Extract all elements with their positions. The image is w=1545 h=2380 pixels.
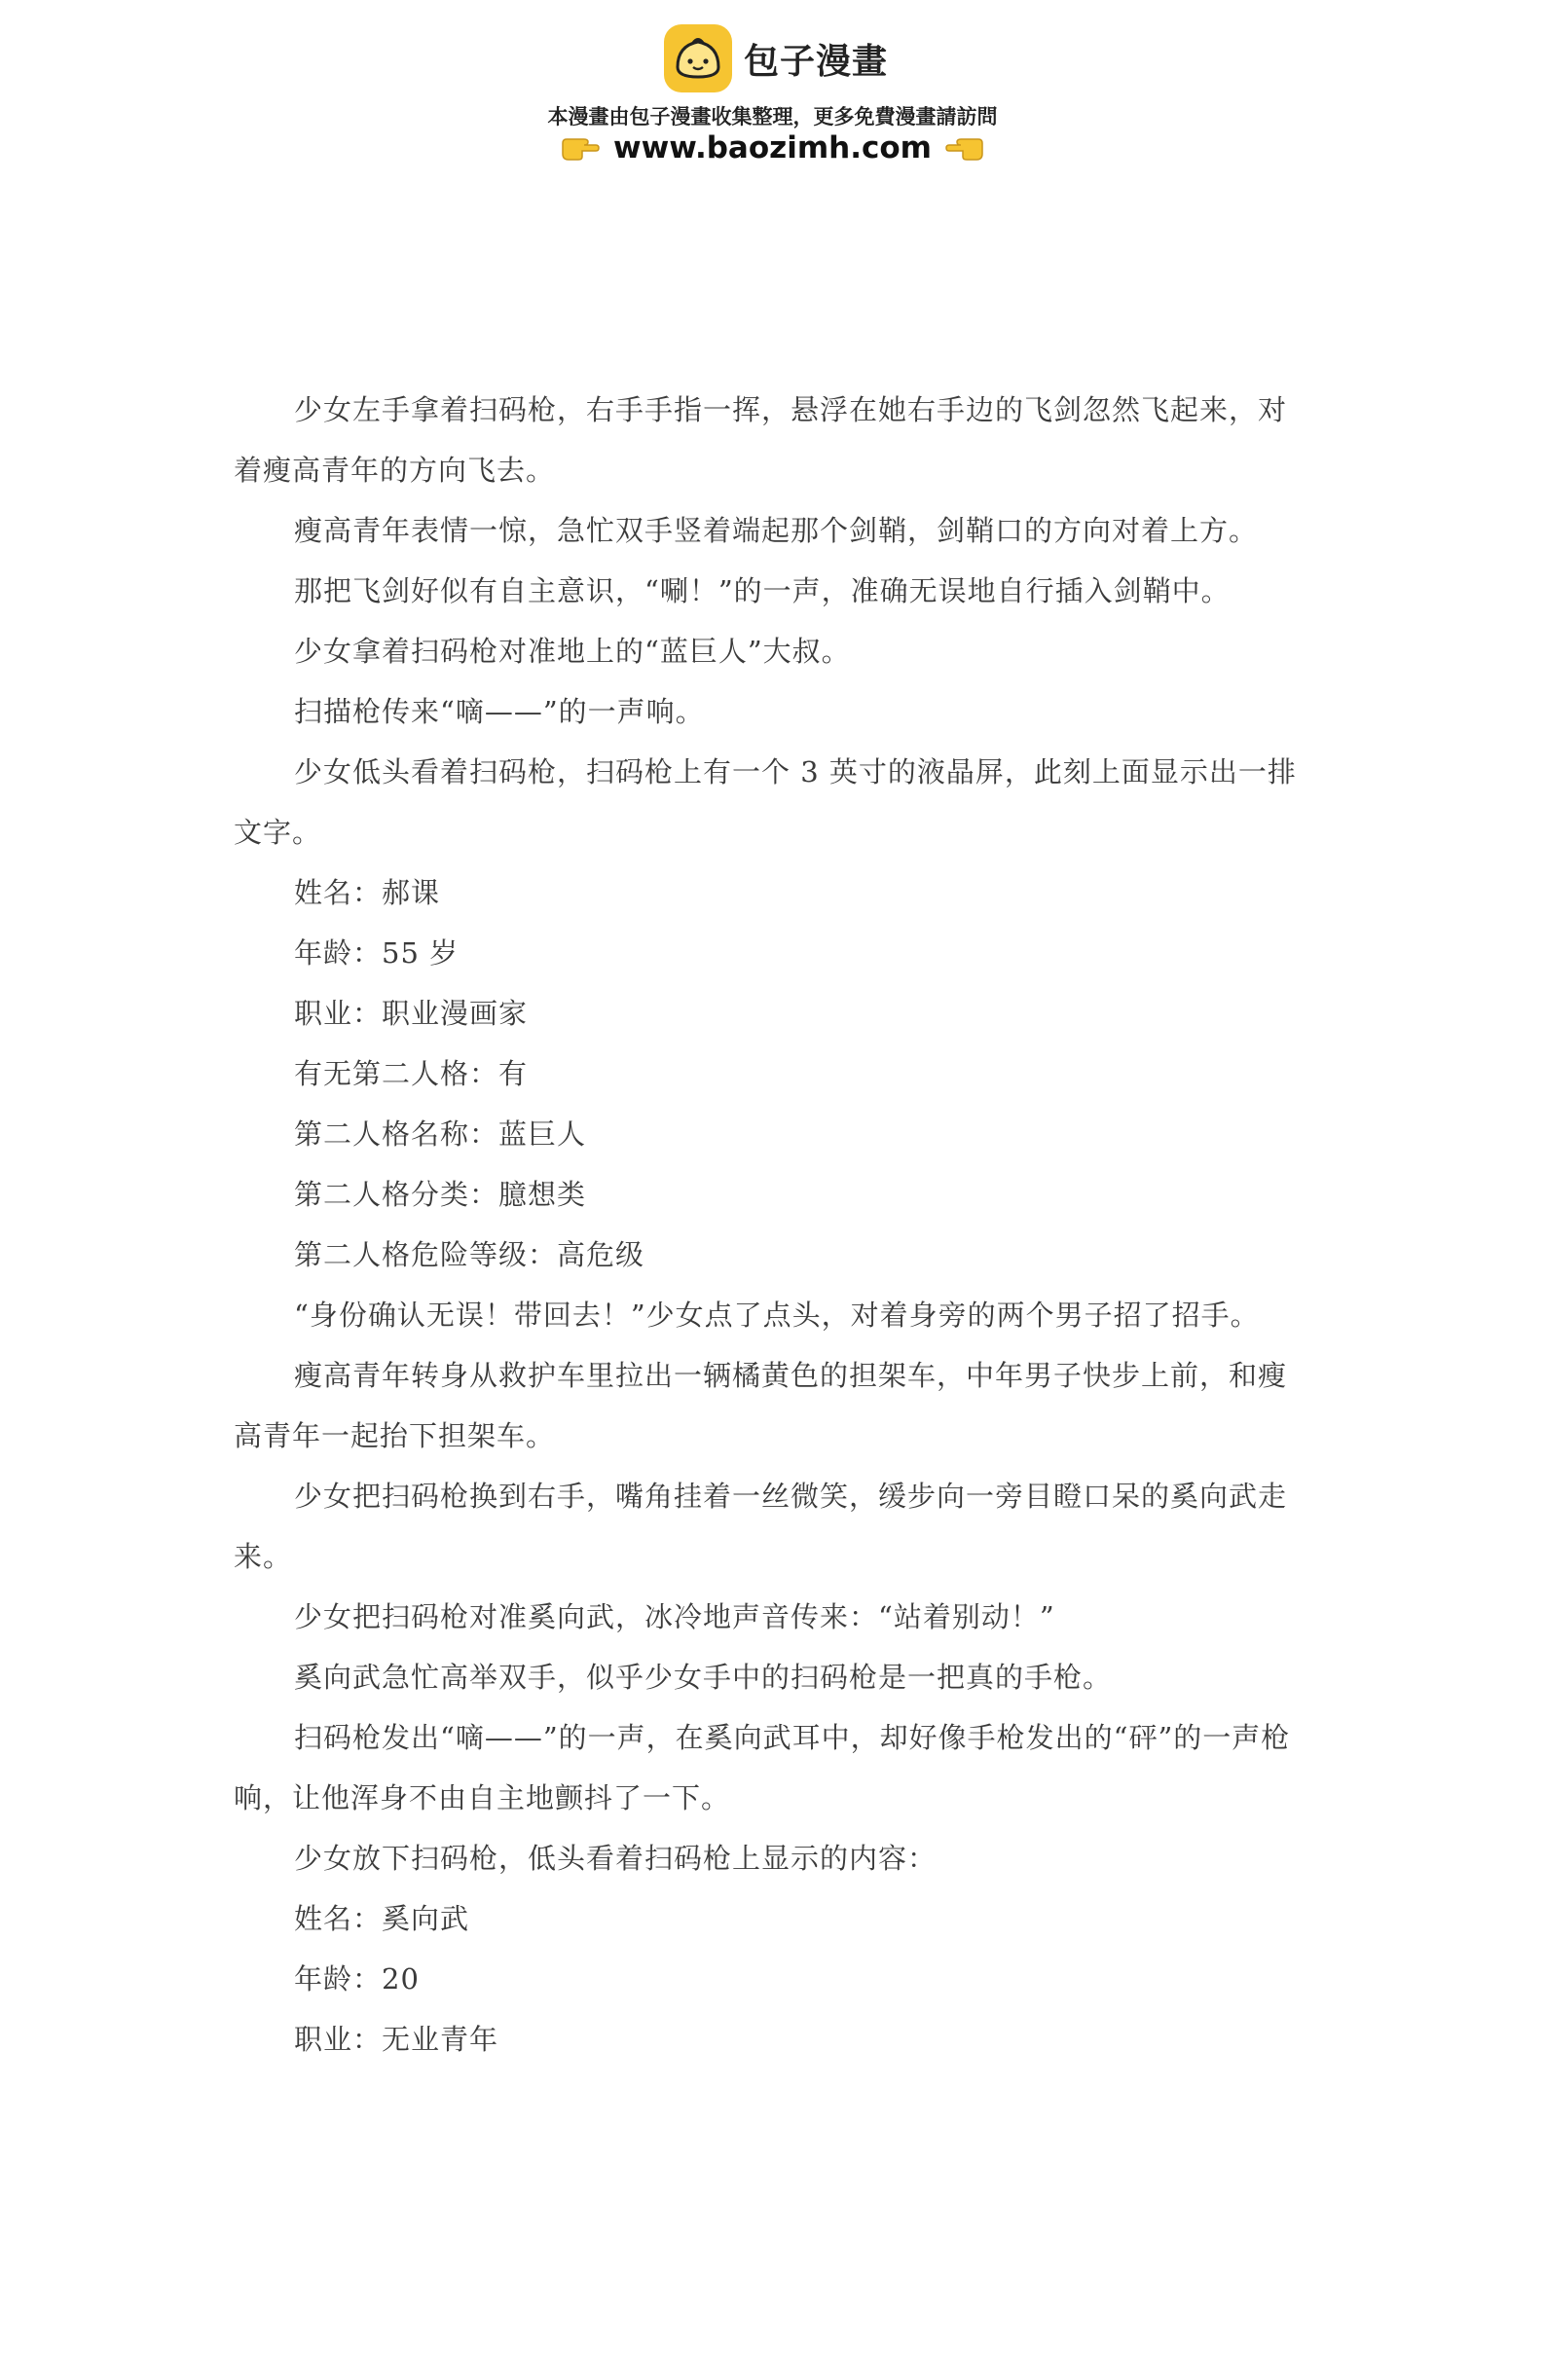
paragraph: 第二人格危险等级：高危级 (294, 1238, 645, 1271)
paragraph: 少女把扫码枪对准奚向武，冰冷地声音传来：“站着别动！” (294, 1600, 1055, 1633)
paragraph: 少女放下扫码枪，低头看着扫码枪上显示的内容： (294, 1842, 938, 1875)
paragraph: 有无第二人格：有 (294, 1057, 529, 1090)
paragraph: 瘦高青年表情一惊，急忙双手竖着端起那个剑鞘，剑鞘口的方向对着上方。 (294, 514, 1259, 547)
site-header (0, 0, 1545, 195)
paragraph: 第二人格分类：臆想类 (294, 1178, 587, 1211)
paragraph: 年龄：55 岁 (294, 936, 460, 970)
logo-text: 包子漫畫 (744, 41, 889, 82)
paragraph: 扫描枪传来“嘀——”的一声响。 (294, 695, 705, 728)
paragraph: 奚向武急忙高举双手，似乎少女手中的扫码枪是一把真的手枪。 (294, 1661, 1113, 1694)
paragraph: 年龄：20 (294, 1962, 420, 1996)
bun-face-icon (664, 24, 732, 92)
site-logo[interactable] (664, 23, 888, 93)
paragraph: 姓名：郝课 (294, 876, 441, 909)
paragraph: 少女左手拿着扫码枪，右手手指一挥，悬浮在她右手边的飞剑忽然飞起来，对着瘦高青年的方向飞去。 (234, 393, 1288, 487)
paragraph: 姓名：奚向武 (294, 1902, 470, 1935)
site-tagline: 本漫畫由包子漫畫收集整理，更多免費漫畫請訪問 (547, 105, 998, 128)
paragraph: 职业：无业青年 (294, 2023, 499, 2056)
paragraph: 职业：职业漫画家 (294, 997, 529, 1030)
hand-pointing-left-icon (945, 133, 986, 163)
paragraph: 瘦高青年转身从救护车里拉出一辆橘黄色的担架车，中年男子快步上前，和瘦高青年一起抬下担架车。 (234, 1359, 1288, 1452)
url-row (0, 130, 1545, 165)
paragraph: 少女低头看着扫码枪，扫码枪上有一个 3 英寸的液晶屏，此刻上面显示出一排文字。 (234, 755, 1297, 849)
paragraph: 第二人格名称：蓝巨人 (294, 1117, 587, 1151)
hand-pointing-right-icon (559, 133, 600, 163)
paragraph: 少女把扫码枪换到右手，嘴角挂着一丝微笑，缓步向一旁目瞪口呆的奚向武走来。 (234, 1480, 1288, 1573)
paragraph: 扫码枪发出“嘀——”的一声，在奚向武耳中，却好像手枪发出的“砰”的一声枪响，让他浑身不由自主地颤抖了一下。 (234, 1721, 1291, 1814)
site-url-link[interactable]: www.baozimh.com (613, 130, 932, 165)
chapter-text (234, 380, 1305, 2069)
paragraph: 那把飞剑好似有自主意识，“唰！”的一声，准确无误地自行插入剑鞘中。 (294, 574, 1231, 607)
paragraph: “身份确认无误！带回去！”少女点了点头，对着身旁的两个男子招了招手。 (294, 1299, 1260, 1332)
paragraph: 少女拿着扫码枪对准地上的“蓝巨人”大叔。 (294, 635, 851, 668)
